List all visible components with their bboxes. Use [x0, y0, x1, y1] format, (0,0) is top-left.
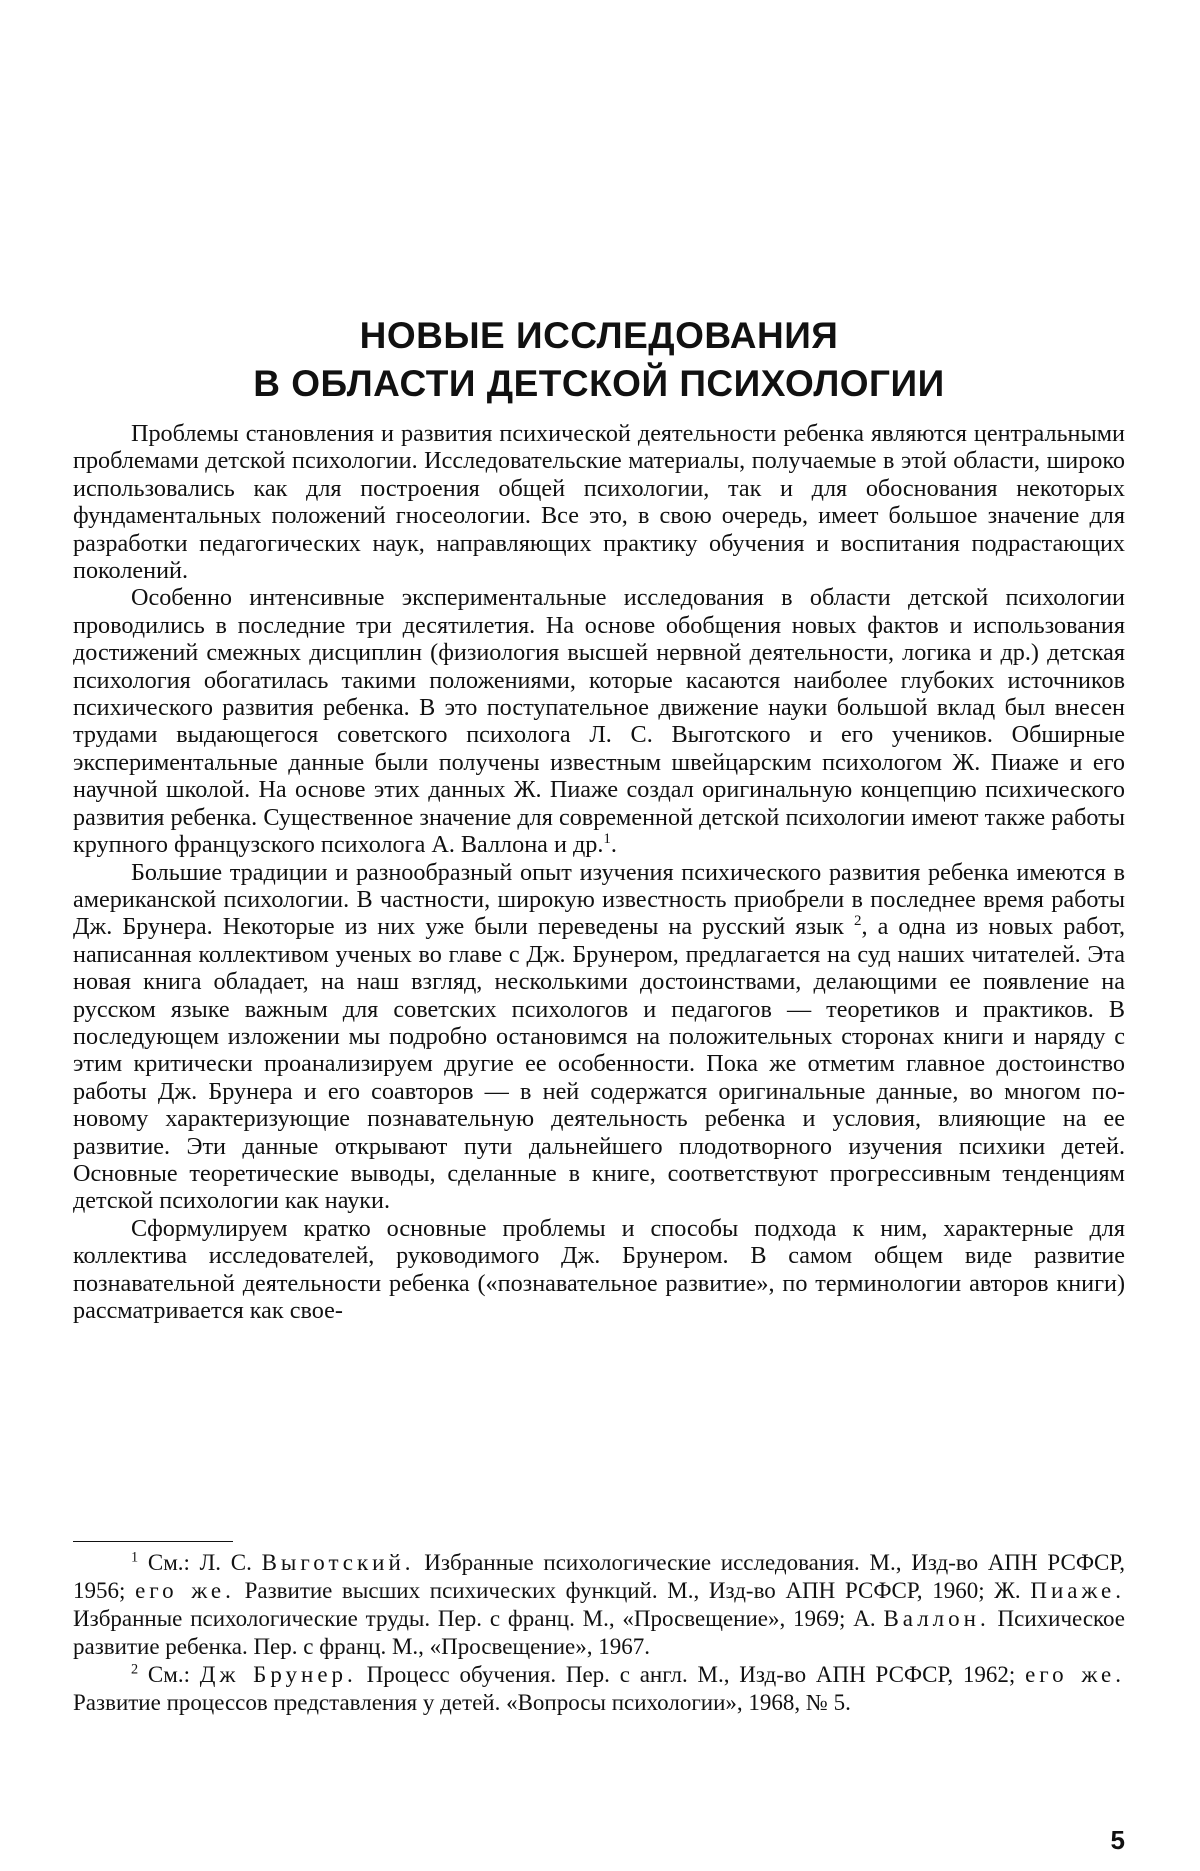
footnote-1-text-c: Развитие высших психических функций. М., Изд-во АПН РСФСР, 1960; Ж.	[244, 1578, 1021, 1603]
page-number: 5	[1110, 1825, 1125, 1855]
footnote-1	[73, 1549, 1125, 1661]
footnote-1-author-piaget: Пиаже.	[1030, 1578, 1126, 1603]
footnotes-section	[73, 1549, 1125, 1717]
paragraph-3-text-a: Большие традиции и разнообразный опыт изучения психического развития ребенка имеются в американской психологии. В частности, широкую известность приобрели в последнее время работы Дж. Брунера. Некоторые из них уже были переведены на русский язык	[73, 858, 1125, 941]
footnote-2	[73, 1661, 1125, 1717]
footnote-1-text-a: См.: Л. С.	[147, 1550, 252, 1575]
paragraph-2: Особенно интенсивные экспериментальные исследования в области детской психологии проводились в последние три десятилетия. На основе обобщения новых фактов и использования достижений смежных дисциплин (физиология высшей нервной деятельности, логика и др.) детская психология обогатилась такими положениями, которые касаются наиболее глубоких источников психического развития ребенка. В это поступательное движение науки большой вклад был внесен трудами выдающегося советского психолога Л. С. Выготского и его учеников. Обширные экспериментальные данные были получены известным швейцарским психологом Ж. Пиаже и его научной школой. На основе этих данных Ж. Пиаже создал оригинальную концепцию психического развития ребенка. Существенное значение для современной детской психологии имеют также работы крупного французского психолога А. Валлона и др.$^1$.	[73, 584, 1125, 859]
footnote-1-text-b: Избранные психологические исследования. М., Изд-во АПН РСФСР, 1956;	[73, 1550, 1125, 1603]
footnote-2-text-c: Развитие процессов представления у детей. «Вопросы психологии», 1968, № 5.	[73, 1690, 851, 1715]
footnote-2-ego-zhe: его же.	[1025, 1662, 1126, 1687]
footnote-1-author-wallon: Валлон.	[883, 1606, 990, 1631]
article-body	[73, 420, 1125, 1324]
footnote-1-text-e: Психическое развитие ребенка. Пер. с франц. М., «Просвещение», 1967.	[73, 1606, 1126, 1659]
paragraph-4: Сформулируем кратко основные проблемы и способы подхода к ним, характерные для коллектива исследователей, руководимого Дж. Брунером. В самом общем виде развитие познавательной деятельности ребенка («познавательное развитие», по терминологии авторов книги) рассматривается как свое-	[73, 1214, 1125, 1324]
footnote-1-ego-zhe: его же.	[135, 1578, 235, 1603]
footnote-1-mark: 1	[131, 1549, 139, 1566]
paragraph-1: Проблемы становления и развития психической деятельности ребенка являются центральными проблемами детской психологии. Исследовательские материалы, получаемые в этой области, широко использовались как для построения общей психологии, так и для обоснования некоторых фундаментальных положений гносеологии. Все это, в свою очередь, имеет большое значение для разработки педагогических наук, направляющих практику обучения и воспитания подрастающих поколений.	[73, 420, 1125, 585]
footnote-2-text-a: См.:	[147, 1662, 190, 1687]
paragraph-3	[73, 859, 1125, 1215]
footnote-ref-1[interactable]: 1	[603, 831, 611, 848]
title-line-2: В ОБЛАСТИ ДЕТСКОЙ ПСИХОЛОГИИ	[253, 363, 945, 404]
footnote-1-author-vygotsky: Выготский.	[261, 1550, 415, 1575]
footnote-2-mark: 2	[131, 1661, 139, 1678]
footnote-2-text-b: Процесс обучения. Пер. с англ. М., Изд-во АПН РСФСР, 1962;	[366, 1662, 1016, 1687]
document-page	[73, 0, 1125, 1871]
title-line-1: НОВЫЕ ИССЛЕДОВАНИЯ	[359, 315, 839, 356]
paragraph-3-text-b: , а одна из новых работ, написанная коллективом ученых во главе с Дж. Брунером, предлагается на суд наших читателей. Эта новая книга обладает, на наш взгляд, несколькими достоинствами, делающими ее появление на русском языке важным для советских психологов и педагогов — теоретиков и практиков. В последующем изложении мы подробно остановимся на положительных сторонах книги и наряду с этим критически проанализируем другие ее особенности. Пока же отметим главное достоинство работы Дж. Брунера и его соавторов — в ней содержатся оригинальные данные, во многом по-новому характеризующие познавательную деятельность ребенка и условия, влияющие на ее развитие. Эти данные открывают пути дальнейшего плодотворного изучения психики детей. Основные теоретические выводы, сделанные в книге, соответствуют прогрессивным тенденциям детской психологии как науки.	[73, 913, 1126, 1215]
paragraph-2-text: Особенно интенсивные экспериментальные исследования в области детской психологии проводились в последние три десятилетия. На основе обобщения новых фактов и использования достижений смежных дисциплин (физиология высшей нервной деятельности, логика и др.) детская психология обогатилась такими положениями, которые касаются наиболее глубоких источников психического развития ребенка. В это поступательное движение науки большой вклад был внесен трудами выдающегося советского психолога Л. С. Выготского и его учеников. Обширные экспериментальные данные были получены известным швейцарским психологом Ж. Пиаже и его научной школой. На основе этих данных Ж. Пиаже создал оригинальную концепцию психического развития ребенка. Существенное значение для современной детской психологии имеют также работы крупного французского психолога А. Валлона и др.	[73, 584, 1125, 859]
footnote-ref-2[interactable]: 2	[854, 913, 862, 930]
footnote-2-author-bruner: Дж Брунер.	[199, 1662, 357, 1687]
article-title	[73, 312, 1125, 408]
footnote-1-text-d: Избранные психологические труды. Пер. с франц. М., «Просвещение», 1969; А.	[73, 1606, 876, 1631]
footnote-divider	[73, 1541, 233, 1542]
